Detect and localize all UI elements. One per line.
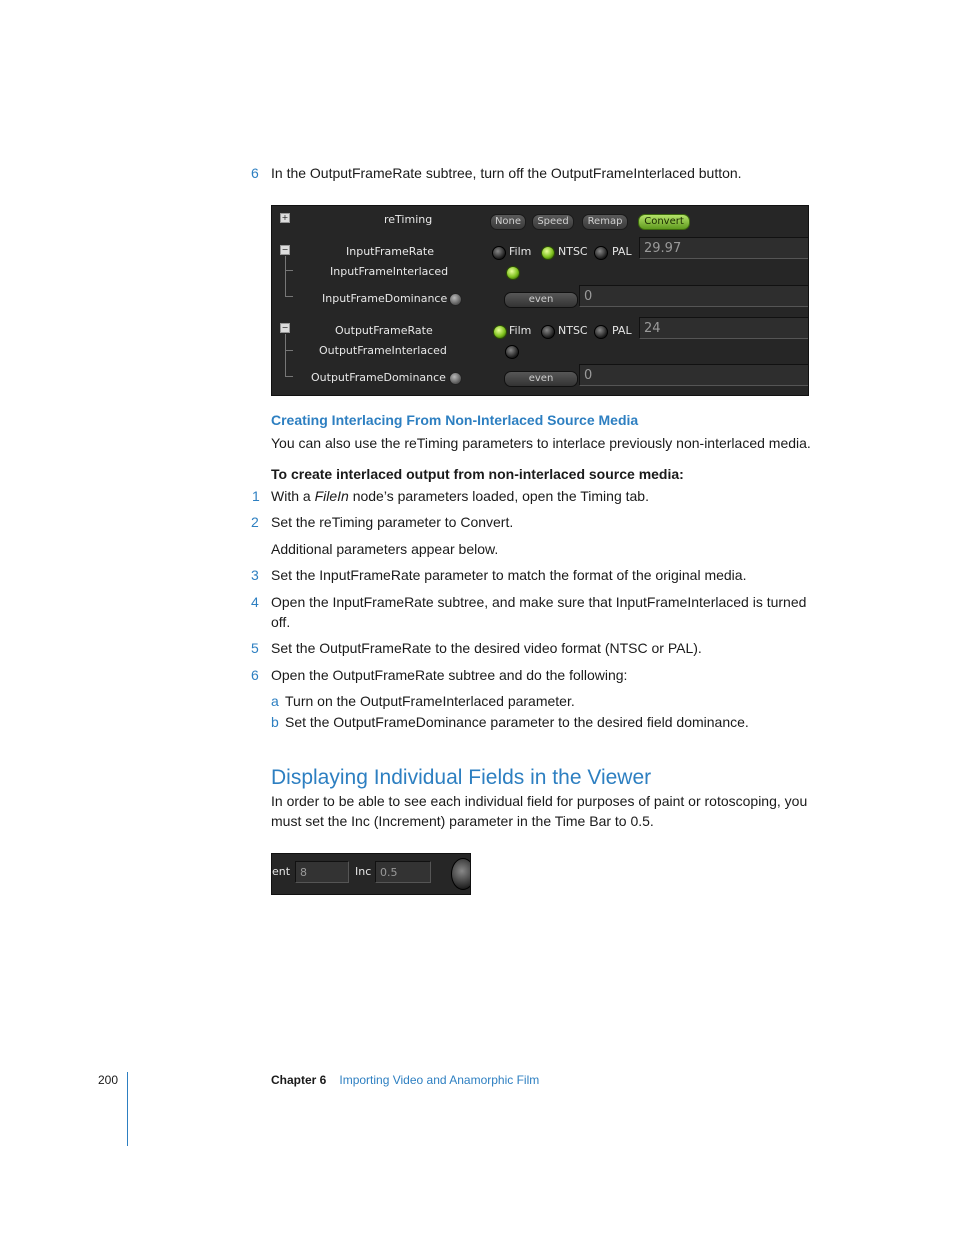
- step-number: 6: [251, 165, 259, 181]
- increment-field[interactable]: 8: [295, 861, 349, 883]
- input-dominance-button[interactable]: even: [504, 292, 578, 308]
- increment-label: ent: [272, 865, 291, 878]
- retiming-label: reTiming: [384, 213, 433, 226]
- input-frame-rate-field[interactable]: 29.97: [639, 237, 809, 259]
- footer-rule: [127, 1072, 128, 1146]
- output-pal-label: PAL: [612, 324, 632, 337]
- output-film-radio[interactable]: [493, 325, 507, 339]
- collapse-icon[interactable]: −: [281, 245, 289, 254]
- step-text: Open the OutputFrameRate subtree and do the following:: [271, 667, 628, 683]
- task-heading: To create interlaced output from non-interlaced source media:: [271, 466, 684, 482]
- time-bar-panel: [271, 853, 471, 895]
- output-pal-radio[interactable]: [594, 325, 608, 339]
- step-text: In the OutputFrameRate subtree, turn off the OutputFrameInterlaced button.: [271, 165, 742, 181]
- substep-letter: a: [271, 693, 279, 709]
- step-number: 3: [251, 567, 259, 583]
- retiming-panel: [271, 205, 809, 396]
- output-frame-rate-label: OutputFrameRate: [335, 324, 433, 337]
- output-film-label: Film: [509, 324, 532, 337]
- step-note: Additional parameters appear below.: [271, 541, 499, 557]
- tree-line: [285, 350, 293, 351]
- substep-text: Turn on the OutputFrameInterlaced parameter.: [285, 693, 575, 709]
- input-dominance-field[interactable]: 0: [579, 285, 809, 307]
- jog-wheel-icon[interactable]: [451, 858, 471, 890]
- input-frame-rate-label: InputFrameRate: [346, 245, 434, 258]
- tree-line: [285, 376, 293, 377]
- input-frame-interlaced-label: InputFrameInterlaced: [330, 265, 449, 278]
- step-text: With a FileIn node’s parameters loaded, open the Timing tab.: [271, 488, 649, 504]
- step-number: 6: [251, 667, 259, 683]
- section-subheading: Creating Interlacing From Non-Interlaced Source Media: [271, 412, 639, 428]
- section-heading: Displaying Individual Fields in the Viewer: [271, 766, 652, 789]
- dial-icon[interactable]: [449, 293, 462, 306]
- step-text: Set the OutputFrameRate to the desired video format (NTSC or PAL).: [271, 640, 702, 656]
- input-ntsc-radio[interactable]: [541, 246, 555, 260]
- tree-line: [285, 270, 293, 271]
- step-text: Set the InputFrameRate parameter to match the format of the original media.: [271, 567, 747, 583]
- step-text: off.: [271, 614, 291, 630]
- output-ntsc-label: NTSC: [558, 324, 588, 337]
- input-pal-radio[interactable]: [594, 246, 608, 260]
- section-intro: You can also use the reTiming parameters to interlace previously non-interlaced media.: [271, 435, 811, 451]
- input-pal-label: PAL: [612, 245, 632, 258]
- substep-text: Set the OutputFrameDominance parameter to the desired field dominance.: [285, 714, 749, 730]
- expand-icon[interactable]: +: [281, 213, 289, 222]
- collapse-icon[interactable]: −: [281, 323, 289, 332]
- section-paragraph: must set the Inc (Increment) parameter in the Time Bar to 0.5.: [271, 813, 654, 829]
- output-frame-dominance-label: OutputFrameDominance: [311, 371, 446, 384]
- section-paragraph: In order to be able to see each individual field for purposes of paint or rotoscoping, you: [271, 793, 808, 809]
- input-film-label: Film: [509, 245, 532, 258]
- step-text: Open the InputFrameRate subtree, and make sure that InputFrameInterlaced is turned: [271, 594, 807, 610]
- page-number: 200: [98, 1073, 119, 1087]
- inc-label: Inc: [355, 865, 372, 878]
- inc-field[interactable]: 0.5: [375, 861, 431, 883]
- input-frame-dominance-label: InputFrameDominance: [322, 292, 448, 305]
- input-interlaced-toggle[interactable]: [506, 266, 520, 280]
- mode-none-button[interactable]: None: [490, 214, 526, 230]
- step-number: 1: [252, 488, 260, 504]
- output-frame-rate-field[interactable]: 24: [639, 317, 809, 339]
- tree-line: [285, 296, 293, 297]
- output-interlaced-toggle[interactable]: [505, 345, 519, 359]
- mode-speed-button[interactable]: Speed: [532, 214, 574, 230]
- tree-line: [285, 334, 286, 376]
- tree-line: [285, 256, 286, 296]
- output-ntsc-radio[interactable]: [541, 325, 555, 339]
- output-frame-interlaced-label: OutputFrameInterlaced: [319, 344, 447, 357]
- output-dominance-button[interactable]: even: [504, 371, 578, 387]
- step-number: 5: [251, 640, 259, 656]
- step-number: 4: [251, 594, 259, 610]
- footer-chapter: Chapter 6 Importing Video and Anamorphic Film: [271, 1073, 540, 1087]
- output-dominance-field[interactable]: 0: [579, 364, 809, 386]
- dial-icon[interactable]: [449, 372, 462, 385]
- substep-letter: b: [271, 714, 279, 730]
- mode-remap-button[interactable]: Remap: [582, 214, 628, 230]
- input-film-radio[interactable]: [492, 246, 506, 260]
- mode-convert-button[interactable]: Convert: [638, 214, 690, 230]
- input-ntsc-label: NTSC: [558, 245, 588, 258]
- step-text: Set the reTiming parameter to Convert.: [271, 514, 514, 530]
- step-number: 2: [251, 514, 259, 530]
